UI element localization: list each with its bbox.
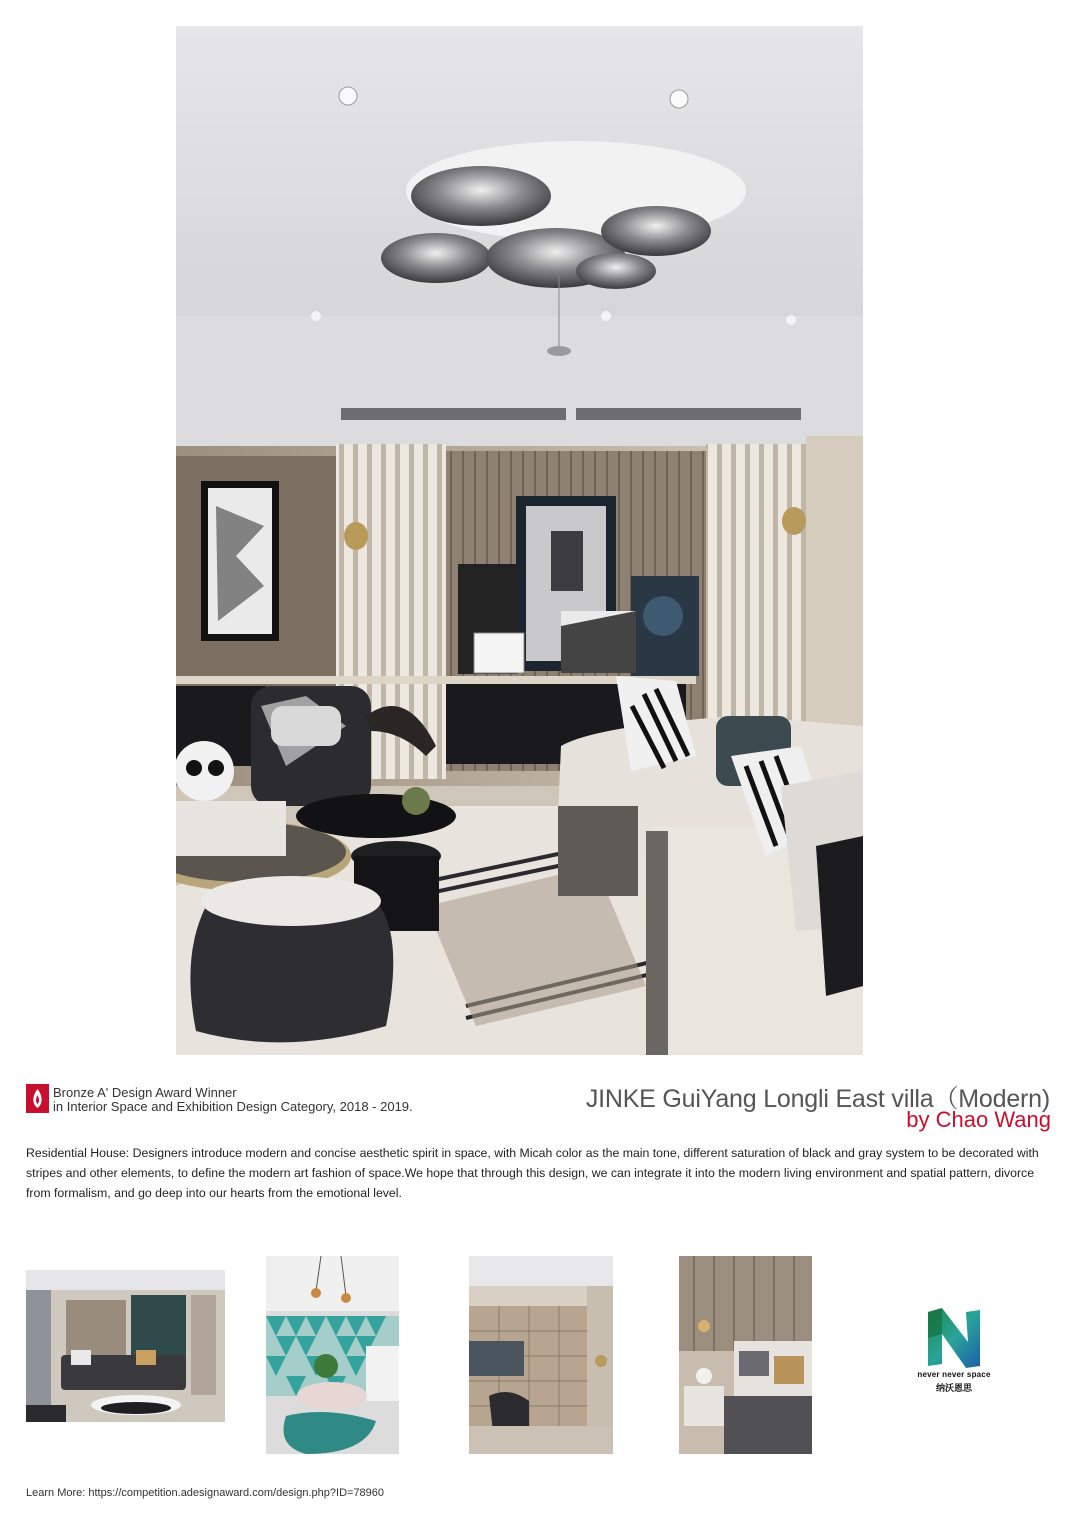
award-category: in Interior Space and Exhibition Design Category, 2018 - 2019. — [53, 1099, 413, 1114]
brand-name: never never space — [917, 1370, 991, 1379]
designer-name: by Chao Wang — [906, 1107, 1051, 1132]
thumbnail-living-room — [26, 1270, 225, 1422]
design-title: JINKE GuiYang Longli East villa（Modern) — [585, 1085, 1050, 1113]
thumbnail-teal-room — [266, 1256, 399, 1454]
a-design-award-logo-icon — [26, 1084, 49, 1113]
learn-more-link[interactable]: Learn More: https://competition.adesignaward.com/design.php?ID=78960 — [26, 1487, 385, 1499]
award-title: Bronze A' Design Award Winner — [53, 1085, 237, 1100]
design-description: Residential House: Designers introduce modern and concise aesthetic spirit in space, with Micah color as the main tone, different saturation of black and gray system to be decorated with stripes and other elements, to define the modern art fashion of space.We hope that through this design, we can integrate it into the modern living environment and spatial pattern, divorce from formalism, and go deep into our hearts from the emotional level. — [26, 1146, 1039, 1200]
hero-photo — [176, 26, 863, 1055]
thumbnail-tv-wall — [469, 1256, 613, 1454]
brand-name-chinese: 纳沃恩思 — [935, 1383, 972, 1393]
thumbnail-bedroom — [679, 1256, 812, 1454]
